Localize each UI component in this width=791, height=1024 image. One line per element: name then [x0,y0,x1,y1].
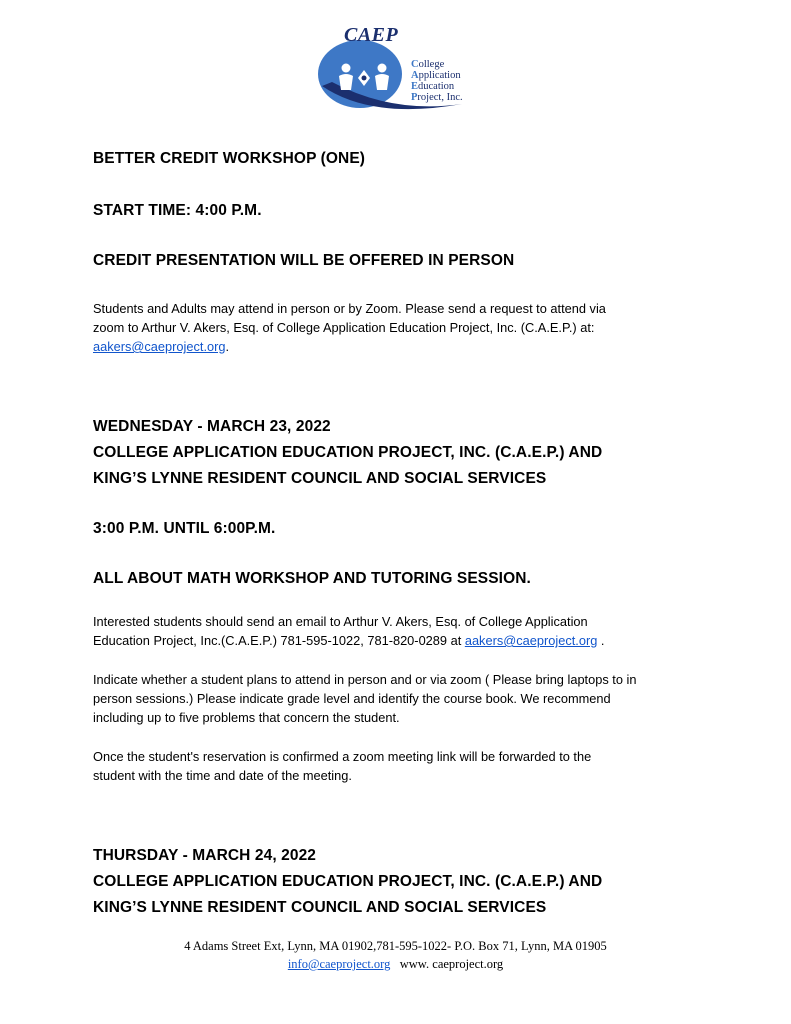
heading-org-line-2-thursday: KING’S LYNNE RESIDENT COUNCIL AND SOCIAL SERVICES [93,899,547,916]
heading-thursday-date: THURSDAY - MARCH 24, 2022 [93,847,317,864]
logo-diamond-center [362,76,367,81]
heading-in-person: CREDIT PRESENTATION WILL BE OFFERED IN PERSON [93,252,515,269]
logo-figure-head-right [378,64,387,73]
logo-line-project: Project, Inc. [411,92,463,103]
logo-org-name [411,59,463,103]
heading-wednesday-date: WEDNESDAY - MARCH 23, 2022 [93,418,331,435]
paragraph-zoom-request: Students and Adults may attend in person or by Zoom. Please send a request to attend via zoom to Arthur V. Akers, Esq. of College Application Education Project, Inc. (C.A.E.P.) at: aakers@caeproject.org. [93,301,606,354]
footer [0,937,791,973]
logo-figure-body-left [339,74,353,90]
paragraph-contact: Interested students should send an email to Arthur V. Akers, Esq. of College Application Education Project, Inc.(C.A.E.P.) 781-595-1022, 781-820-0289 at aakers@caeproject.org . [93,614,605,648]
logo-wordmark: CAEP [344,24,399,46]
logo-line-education: Education [411,81,455,92]
email-link-aakers[interactable]: aakers@caeproject.org [93,339,226,354]
heading-org-line-1: COLLEGE APPLICATION EDUCATION PROJECT, INC. (C.A.E.P.) AND [93,444,603,461]
heading-org-line-2: KING’S LYNNE RESIDENT COUNCIL AND SOCIAL SERVICES [93,470,547,487]
footer-website: www. caeproject.org [399,957,504,971]
heading-session-time: 3:00 P.M. UNTIL 6:00P.M. [93,520,276,537]
logo-figure-head-left [342,64,351,73]
heading-start-time: START TIME: 4:00 P.M. [93,202,262,219]
footer-address: 4 Adams Street Ext, Lynn, MA 01902,781-595-1022- P.O. Box 71, Lynn, MA 01905 [184,939,607,953]
heading-math-workshop: ALL ABOUT MATH WORKSHOP AND TUTORING SESSION. [93,570,531,587]
paragraph-attendance: Indicate whether a student plans to attend in person and or via zoom ( Please bring laptops to in person sessions.) Please indicate grade level and identify the course book. We recommend including up to five problems that concern the student. [93,672,637,725]
footer-email-link[interactable]: info@caeproject.org [287,957,391,971]
logo-figure-body-right [375,74,389,90]
heading-org-line-1-thursday: COLLEGE APPLICATION EDUCATION PROJECT, INC. (C.A.E.P.) AND [93,873,603,890]
logo-line-college: College [411,59,445,70]
heading-credit-workshop: BETTER CREDIT WORKSHOP (ONE) [93,150,366,167]
paragraph-confirmation: Once the student's reservation is confirmed a zoom meeting link will be forwarded to the student with the time and date of the meeting. [93,749,592,783]
caep-logo [312,24,482,116]
email-link-aakers-2[interactable]: aakers@caeproject.org [464,633,598,648]
logo-line-application: Application [411,70,461,81]
